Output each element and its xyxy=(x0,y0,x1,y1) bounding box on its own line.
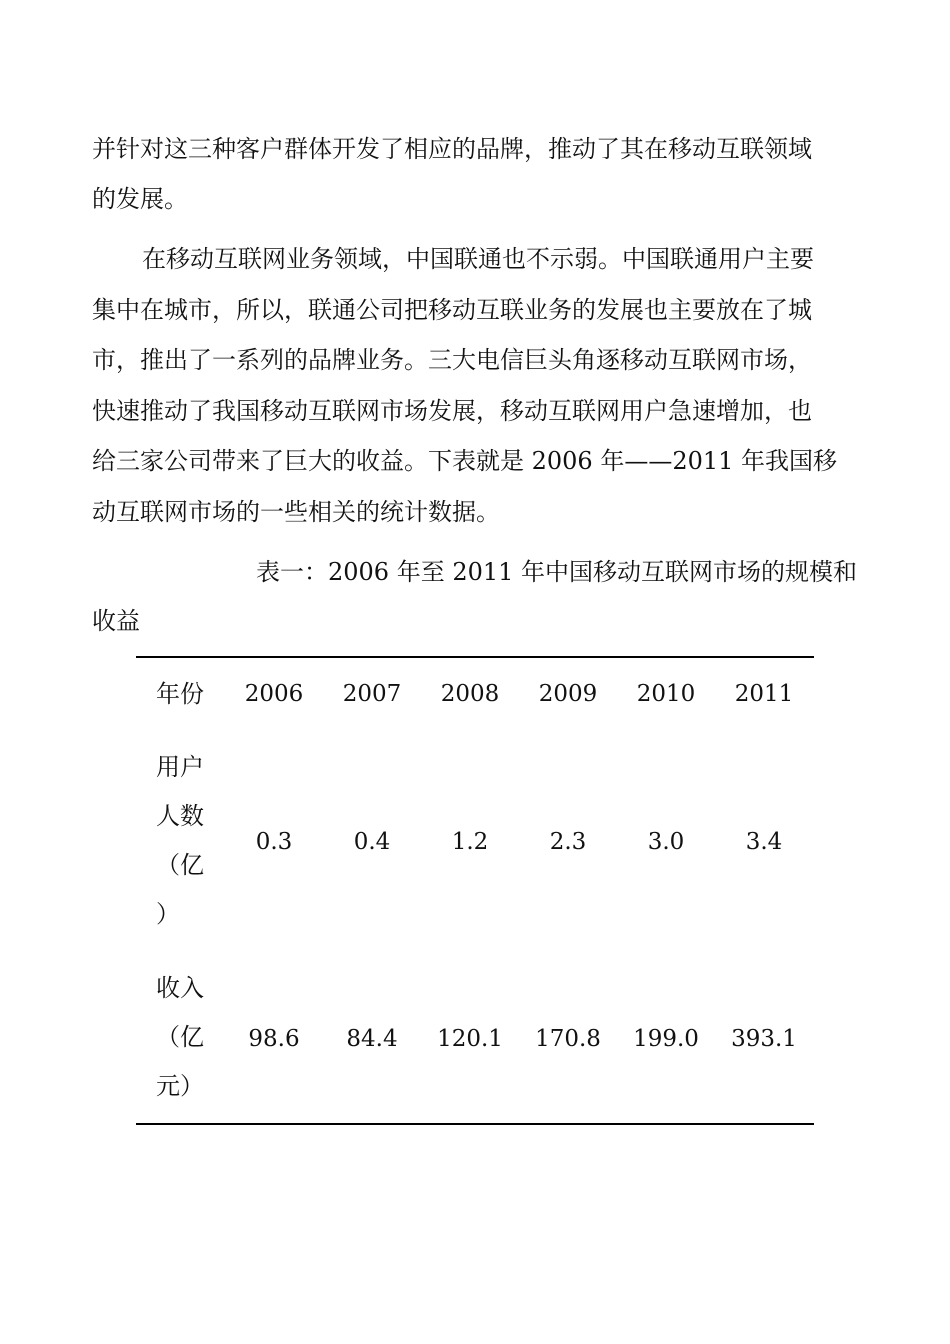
table-top-rule xyxy=(136,656,814,658)
row-label-line: 元） xyxy=(156,1072,204,1100)
table-header-year: 2011 xyxy=(734,681,794,707)
paragraph-2-line-4: 快速推动了我国移动互联网市场发展，移动互联网用户急速增加，也 xyxy=(92,397,812,425)
table-cell: 98.6 xyxy=(248,1026,300,1052)
table-header-year: 2006 xyxy=(244,681,304,707)
table-cell: 0.3 xyxy=(255,829,293,855)
table-cell: 199.0 xyxy=(633,1026,699,1052)
table-cell: 2.3 xyxy=(549,829,587,855)
table-header-year: 2009 xyxy=(538,681,598,707)
paragraph-2-line-1: 在移动互联网业务领域，中国联通也不示弱。中国联通用户主要 xyxy=(142,245,814,273)
paragraph-1-line-2: 的发展。 xyxy=(92,185,188,213)
table-cell: 0.4 xyxy=(353,829,391,855)
table-cell: 84.4 xyxy=(346,1026,398,1052)
table-bottom-rule xyxy=(136,1123,814,1125)
table-caption-line-1: 表一：2006 年至 2011 年中国移动互联网市场的规模和 xyxy=(256,558,858,586)
table-cell: 170.8 xyxy=(535,1026,601,1052)
row-label-line: 用户 xyxy=(156,753,204,781)
paragraph-2-line-2: 集中在城市，所以，联通公司把移动互联业务的发展也主要放在了城 xyxy=(92,296,812,324)
row-label-line: （亿 xyxy=(156,1023,204,1051)
paragraph-1-line-1: 并针对这三种客户群体开发了相应的品牌，推动了其在移动互联领域 xyxy=(92,135,812,163)
table-cell: 120.1 xyxy=(437,1026,503,1052)
table-cell: 3.4 xyxy=(745,829,783,855)
table-header-year: 2010 xyxy=(636,681,696,707)
table-cell: 393.1 xyxy=(731,1026,797,1052)
table-cell: 1.2 xyxy=(451,829,489,855)
table-header-label: 年份 xyxy=(156,680,204,708)
row-label-users xyxy=(156,743,226,939)
paragraph-2-line-5: 给三家公司带来了巨大的收益。下表就是 2006 年——2011 年我国移 xyxy=(92,447,838,475)
row-label-line: 人数 xyxy=(156,802,204,830)
row-label-line: 收入 xyxy=(156,974,204,1002)
table-caption-line-2: 收益 xyxy=(92,607,140,635)
row-label-line: ） xyxy=(156,900,180,928)
table-header-year: 2007 xyxy=(342,681,402,707)
table-cell: 3.0 xyxy=(647,829,685,855)
paragraph-2-line-3: 市，推出了一系列的品牌业务。三大电信巨头角逐移动互联网市场， xyxy=(92,346,812,374)
paragraph-2-line-6: 动互联网市场的一些相关的统计数据。 xyxy=(92,498,500,526)
table-header-year: 2008 xyxy=(440,681,500,707)
row-label-revenue xyxy=(156,964,226,1111)
row-label-line: （亿 xyxy=(156,851,204,879)
